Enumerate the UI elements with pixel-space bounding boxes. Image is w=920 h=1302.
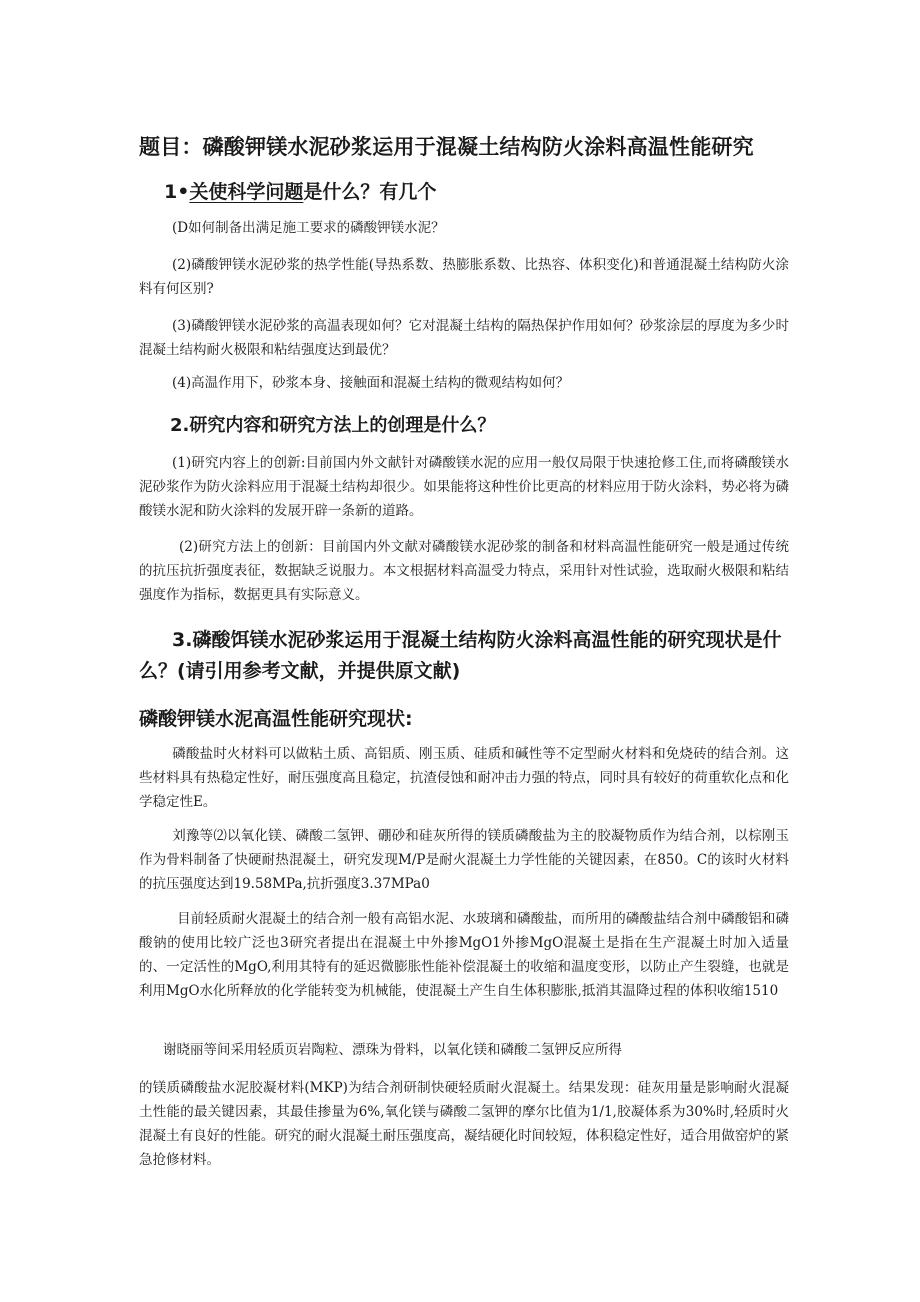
question-1-item-3: (3)磷酸钾镁水泥砂浆的高温表现如何？它对混凝土结构的隔热保护作用如何？砂浆涂层的厚度为多少时混凝土结构耐火极限和粘结强度达到最优？ bbox=[139, 318, 789, 358]
section-paragraph-5: 的镁质磷酸盐水泥胶凝材料(MKP)为结合剂研制快硬轻质耐火混凝土。结果发现：硅灰用量是影响耐火混凝土性能的最关键因素，其最佳掺量为6%,氧化镁与磷酸二氢钾的摩尔比值为1/1,胶凝体系为30%时,轻质时火混凝土有良好的性能。研究的耐火混凝土耐压强度高，凝结硬化时间较短，体积稳定性好，适合用做窑炉的紧急抢修材料。 bbox=[139, 1080, 789, 1168]
document-title: 题目：磷酸钾镁水泥砂浆运用于混凝土结构防火涂料高温性能研究 bbox=[139, 135, 754, 159]
question-1-item-2: (2)磷酸钾镁水泥砂浆的热学性能(导热系数、热膨胀系数、比热容、体积变化)和普通混凝土结构防火涂料有何区别? bbox=[139, 257, 789, 297]
question-1-item-1: (D如何制备出满足施工要求的磷酸钾镁水泥？ bbox=[172, 220, 445, 236]
question-1-heading bbox=[164, 177, 436, 204]
question-2-heading: 2.研究内容和研究方法上的创理是什么？ bbox=[170, 415, 496, 436]
section-paragraph-3: 目前轻质耐火混凝土的结合剂一般有高铝水泥、水玻璃和磷酸盐，而所用的磷酸盐结合剂中磷酸铝和磷酸钠的使用比较广泛也3研究者提出在混凝土中外掺MgO1外掺MgO混凝土是指在生产混凝土时加入适量的、一定活性的MgO,利用其特有的延迟微膨胀性能补偿混凝土的收缩和温度变形，以防止产生裂缝，也就是利用MgO水化所释放的化学能转变为机械能，使混凝土产生自生体积膨胀,抵消其温降过程的体积收缩1510 bbox=[139, 911, 789, 999]
question-2-item-1: (1)研究内容上的创新:目前国内外文献针对磷酸镁水泥的应用一般仅局限于快速抢修工住,而将磷酸镁水泥砂浆作为防火涂料应用于混凝土结构却很少。如果能将这种性价比更高的材料应用于防火涂料，势必将为磷酸镁水泥和防火涂料的发展开辟一条新的道路。 bbox=[139, 455, 789, 519]
question-1-suffix: 是什么？有几个 bbox=[303, 181, 437, 203]
section-heading: 磷酸钾镁水泥高温性能研究现状: bbox=[139, 708, 413, 730]
question-2-item-2: (2)研究方法上的创新：目前国内外文献对磷酸镁水泥砂浆的制备和材料高温性能研究一般是通过传统的抗压抗折强度表征，数据缺乏说服力。本文根据材料高温受力特点，采用针对性试验，选取耐火极限和粘结强度作为指标，数据更具有实际意义。 bbox=[139, 539, 789, 603]
question-1-item-4: (4)高温作用下，砂浆本身、接触面和混凝土结构的微观结构如何？ bbox=[172, 375, 570, 391]
question-3-heading: 3.磷酸饵镁水泥砂浆运用于混凝土结构防火涂料高温性能的研究现状是什么？(请引用参考文献，并提供原文献) bbox=[139, 629, 782, 682]
question-1-number: 1• bbox=[164, 181, 190, 203]
section-paragraph-1: 磷酸盐时火材料可以做粘土质、高铝质、刚玉质、硅质和碱性等不定型耐火材料和免烧砖的结合剂。这些材料具有热稳定性好，耐压强度高且稳定，抗渣侵蚀和耐冲击力强的特点，同时具有较好的荷重软化点和化学稳定性E。 bbox=[139, 746, 789, 810]
section-paragraph-2: 刘豫等⑵以氧化镁、磷酸二氢钾、硼砂和硅灰所得的镁质磷酸盐为主的胶凝物质作为结合剂，以棕刚玉作为骨料制备了快硬耐热混凝土，研究发现M/P是耐火混凝土力学性能的关键因素，在850。C的该时火材料的抗压强度达到19.58MPa,抗折强度3.37MPa0 bbox=[139, 828, 789, 892]
question-1-underlined-text: 关使科学问题 bbox=[189, 181, 304, 203]
section-paragraph-4: 谢晓丽等间采用轻质页岩陶粒、漂珠为骨料，以氧化镁和磷酸二氢钾反应所得 bbox=[163, 1042, 622, 1058]
